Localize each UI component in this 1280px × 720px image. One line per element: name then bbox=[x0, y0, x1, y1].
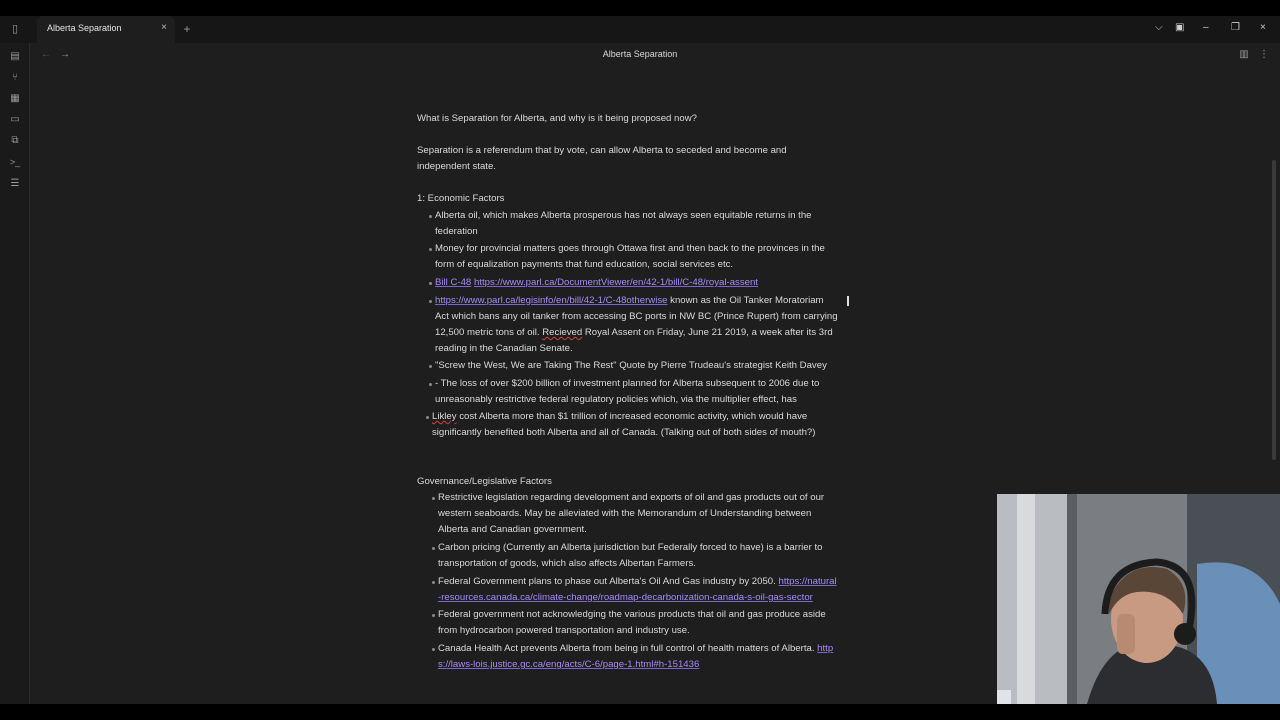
tab-list-dropdown-icon[interactable]: ⌵ bbox=[1155, 22, 1163, 33]
note-question: What is Separation for Alberta, and why is it being proposed now? bbox=[417, 113, 697, 124]
close-window-icon[interactable]: × bbox=[1260, 22, 1266, 33]
minimize-icon[interactable]: – bbox=[1203, 22, 1209, 33]
econ-bullet-1-line-1: Alberta oil, which makes Alberta prosperous has not always seen equitable returns in the bbox=[435, 210, 812, 221]
gov-bullet-5-line-1 bbox=[438, 641, 833, 657]
graph-view-icon[interactable]: ⑂ bbox=[12, 72, 18, 83]
note-definition-line-2: independent state. bbox=[417, 161, 496, 172]
parl-royal-assent-link[interactable]: https://www.parl.ca/DocumentViewer/en/42-1/bill/C-48/royal-assent bbox=[473, 277, 758, 288]
webcam-person-image bbox=[997, 494, 1280, 704]
econ-bullet-6-line-2: unreasonably restrictive federal regulatory policies which, via the multiplier effect, has bbox=[435, 394, 797, 405]
bottom-letterbox bbox=[0, 704, 1280, 720]
top-letterbox bbox=[0, 0, 1280, 16]
natural-resources-link-cont[interactable]: -resources.canada.ca/climate-change/roadmap-decarbonization-canada-s-oil-gas-sector bbox=[438, 592, 813, 603]
parl-legisinfo-link[interactable]: https://www.parl.ca/legisinfo/en/bill/42-1/C-48otherwise bbox=[435, 295, 668, 306]
tab-title: Alberta Separation bbox=[47, 23, 122, 33]
gov-bullet-3-line-2 bbox=[438, 590, 813, 606]
gov-bullet-1-line-3: Alberta and Canadian government. bbox=[438, 524, 587, 535]
tab-alberta-separation[interactable] bbox=[37, 16, 175, 43]
list-bullet bbox=[429, 248, 432, 251]
note-definition-line-1: Separation is a referendum that by vote, can allow Alberta to seceded and become and bbox=[417, 145, 787, 156]
list-bullet bbox=[432, 581, 435, 584]
gov-bullet-4-line-2: from hydrocarbon powered transportation and industry use. bbox=[438, 625, 690, 636]
back-arrow-icon[interactable]: ← bbox=[41, 49, 51, 60]
econ-bullet-4-line-4: reading in the Canadian Senate. bbox=[435, 343, 573, 354]
tab-close-icon[interactable]: × bbox=[161, 22, 167, 33]
econ-bullet-1-line-2: federation bbox=[435, 226, 478, 237]
econ-bullet-4-text-post: Royal Assent on Friday, June 21 2019, a week after its 3rd bbox=[582, 327, 833, 338]
list-bullet bbox=[432, 648, 435, 651]
list-bullet bbox=[429, 215, 432, 218]
list-bullet bbox=[432, 614, 435, 617]
econ-bullet-4-line-2: Act which bans any oil tanker from accessing BC ports in NW BC (Prince Rupert) from carrying bbox=[435, 311, 838, 322]
list-bullet bbox=[432, 547, 435, 550]
canada-health-act-link[interactable]: http bbox=[817, 643, 834, 654]
more-options-icon[interactable]: ⋮ bbox=[1259, 49, 1269, 60]
text-cursor bbox=[847, 296, 849, 306]
econ-bullet-4-text-pre: 12,500 metric tons of oil. bbox=[435, 327, 543, 338]
list-bullet bbox=[429, 383, 432, 386]
templates-icon[interactable]: ⧉ bbox=[11, 135, 19, 146]
econ-bullet-4-text: known as the Oil Tanker Moratoriam bbox=[667, 295, 824, 306]
gov-bullet-1-line-2: western seaboards. May be alleviated with the Memorandum of Understanding between bbox=[438, 508, 812, 519]
canvas-icon[interactable]: ▦ bbox=[10, 93, 20, 104]
econ-bullet-3 bbox=[435, 275, 758, 291]
misspelled-word[interactable]: Likley bbox=[432, 411, 457, 422]
econ-bullet-7-line-1 bbox=[432, 409, 807, 425]
new-tab-icon[interactable]: + bbox=[183, 22, 191, 36]
daily-notes-icon[interactable]: ▭ bbox=[10, 114, 20, 125]
gov-bullet-2-line-1: Carbon pricing (Currently an Alberta jurisdiction but Federally forced to have) is a barrier to bbox=[438, 542, 823, 553]
left-ribbon bbox=[0, 43, 30, 704]
gov-bullet-3-line-1 bbox=[438, 574, 837, 590]
econ-bullet-6-line-1: - The loss of over $200 billion of investment planned for Alberta subsequent to 2006 due to bbox=[435, 378, 820, 389]
econ-bullet-5: "Screw the West, We are Taking The Rest" Quote by Pierre Trudeau's strategist Keith Davey bbox=[435, 360, 827, 371]
list-bullet bbox=[432, 497, 435, 500]
list-bullet bbox=[429, 282, 432, 285]
gov-bullet-1-line-1: Restrictive legislation regarding development and exports of oil and gas products out of our bbox=[438, 492, 825, 503]
forward-arrow-icon[interactable]: → bbox=[60, 49, 70, 60]
new-note-icon[interactable]: ▤ bbox=[10, 51, 20, 62]
section-heading-governance: Governance/Legislative Factors bbox=[417, 476, 552, 487]
econ-bullet-7-text: cost Alberta more than $1 trillion of increased economic activity, which would have bbox=[456, 411, 808, 422]
bill-c48-link[interactable]: Bill C-48 bbox=[435, 277, 472, 288]
natural-resources-link[interactable]: https://natural bbox=[778, 576, 837, 587]
layout-toggle-icon[interactable]: ▣ bbox=[1175, 22, 1185, 33]
bookmarks-icon[interactable]: ☰ bbox=[10, 178, 20, 189]
gov-bullet-5-line-2 bbox=[438, 657, 699, 673]
list-bullet bbox=[426, 416, 429, 419]
gov-bullet-3-text: Federal Government plans to phase out Alberta's Oil And Gas industry by 2050. bbox=[438, 576, 779, 587]
gov-bullet-2-line-2: transportation of goods, which also affects Albertan Farmers. bbox=[438, 558, 696, 569]
gov-bullet-4-line-1: Federal government not acknowledging the various products that oil and gas produce aside bbox=[438, 609, 826, 620]
view-header-title[interactable]: Alberta Separation bbox=[602, 49, 678, 59]
webcam-overlay bbox=[997, 494, 1280, 704]
restore-icon[interactable]: ❐ bbox=[1231, 22, 1240, 33]
command-palette-icon[interactable]: >_ bbox=[9, 157, 21, 167]
econ-bullet-2-line-2: form of equalization payments that fund education, social services etc. bbox=[435, 259, 734, 270]
gov-bullet-5-text: Canada Health Act prevents Alberta from being in full control of health matters of Alberta. bbox=[438, 643, 818, 654]
econ-bullet-7-line-2: significantly benefited both Alberta and all of Canada. (Talking out of both sides of mouth?) bbox=[432, 427, 816, 438]
list-bullet bbox=[429, 365, 432, 368]
econ-bullet-2-line-1: Money for provincial matters goes through Ottawa first and then back to the provinces in the bbox=[435, 243, 825, 254]
sidebar-toggle-icon[interactable]: ▯ bbox=[11, 23, 19, 35]
misspelled-word[interactable]: Recieved bbox=[542, 327, 583, 338]
canada-health-act-link-cont[interactable]: s://laws-lois.justice.gc.ca/eng/acts/C-6/page-1.html#h-151436 bbox=[438, 659, 700, 670]
econ-bullet-4-line-3 bbox=[435, 325, 833, 341]
econ-bullet-4-line-1 bbox=[435, 293, 824, 309]
reading-view-icon[interactable]: ▥ bbox=[1239, 49, 1249, 60]
list-bullet bbox=[429, 300, 432, 303]
editor-scrollbar[interactable] bbox=[1272, 160, 1276, 460]
section-heading-economic: 1: Economic Factors bbox=[417, 193, 505, 204]
